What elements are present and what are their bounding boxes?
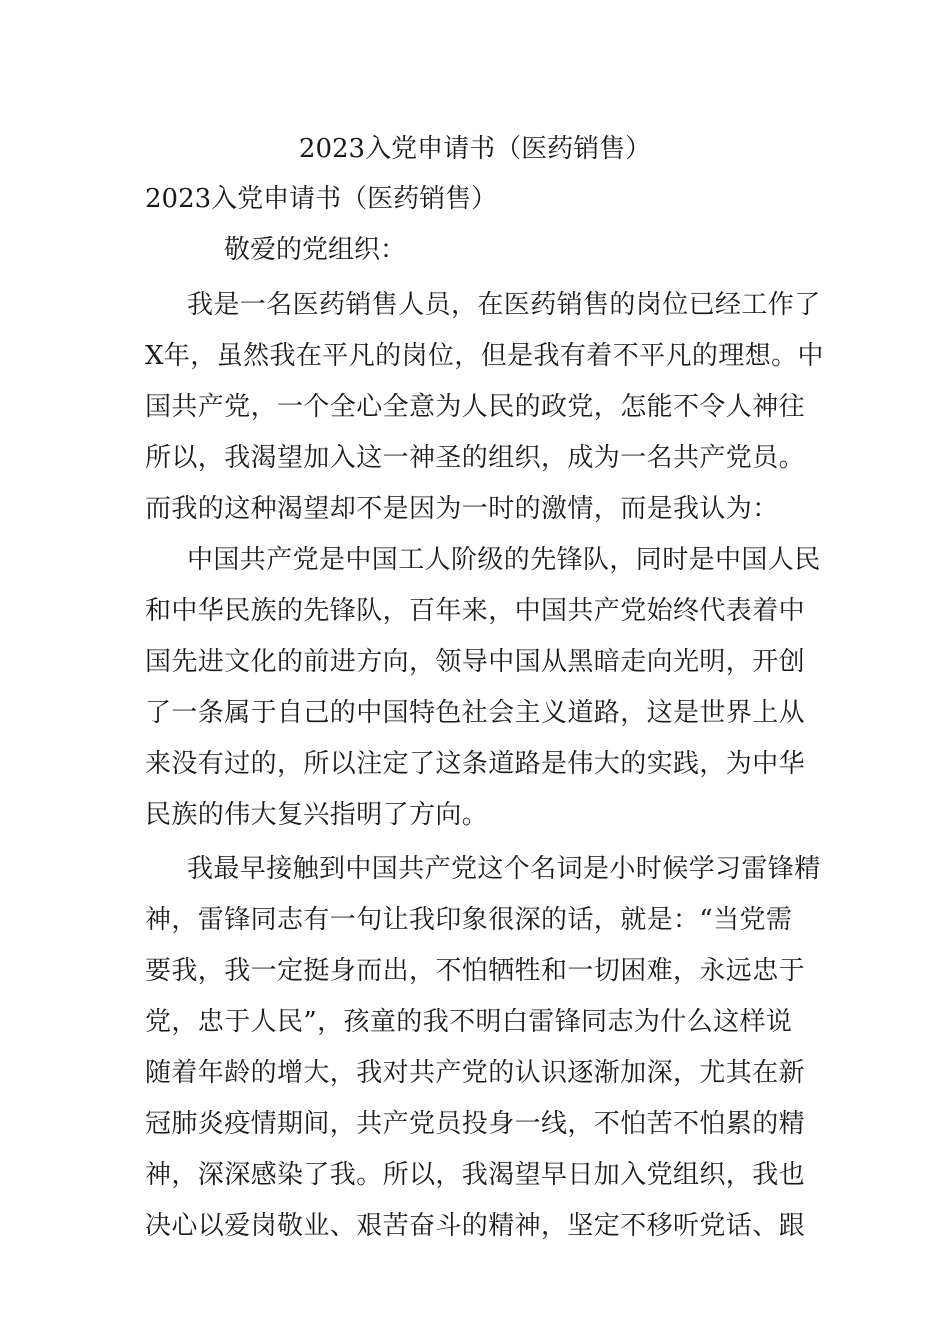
body-line: 而我的这种渴望却不是因为一时的激情，而是我认为： (145, 494, 779, 524)
body-line: 中国共产党是中国工人阶级的先锋队，同时是中国人民 (187, 545, 821, 575)
body-line: 冠肺炎疫情期间，共产党员投身一线，不怕苦不怕累的精 (145, 1109, 806, 1139)
body-line: X年，虽然我在平凡的岗位，但是我有着不平凡的理想。中 (145, 341, 824, 371)
body-line: 了一条属于自己的中国特色社会主义道路，这是世界上从 (145, 698, 806, 728)
body-line: 和中华民族的先锋队，百年来，中国共产党始终代表着中 (145, 596, 806, 626)
body-line: 要我，我一定挺身而出，不怕牺牲和一切困难，永远忠于 (145, 956, 806, 986)
body-line: 决心以爱岗敬业、艰苦奋斗的精神，坚定不移听党话、跟 (145, 1211, 806, 1241)
body-line: 神，深深感染了我。所以，我渴望早日加入党组织，我也 (145, 1160, 806, 1190)
body-line: 所以，我渴望加入这一神圣的组织，成为一名共产党员。 (145, 443, 806, 473)
document-body (145, 280, 824, 1252)
salutation: 敬爱的党组织： (224, 235, 407, 265)
body-line: 来没有过的，所以注定了这条道路是伟大的实践，为中华 (145, 749, 806, 779)
body-line: 我最早接触到中国共产党这个名词是小时候学习雷锋精 (187, 854, 821, 884)
body-line: 神，雷锋同志有一句让我印象很深的话，就是：“当党需 (145, 905, 793, 935)
body-line: 我是一名医药销售人员，在医药销售的岗位已经工作了 (187, 290, 821, 320)
document-subtitle: 2023入党申请书（医药销售） (145, 184, 498, 214)
body-line: 党，忠于人民”，孩童的我不明白雷锋同志为什么这样说 (145, 1007, 793, 1037)
body-line: 国共产党，一个全心全意为人民的政党，怎能不令人神往 (145, 392, 806, 422)
body-line: 随着年龄的增大，我对共产党的认识逐渐加深，尤其在新 (145, 1058, 806, 1088)
body-line: 民族的伟大复兴指明了方向。 (145, 800, 489, 830)
document-title: 2023入党申请书（医药销售） (298, 134, 652, 164)
body-line: 国先进文化的前进方向，领导中国从黑暗走向光明，开创 (145, 647, 806, 677)
